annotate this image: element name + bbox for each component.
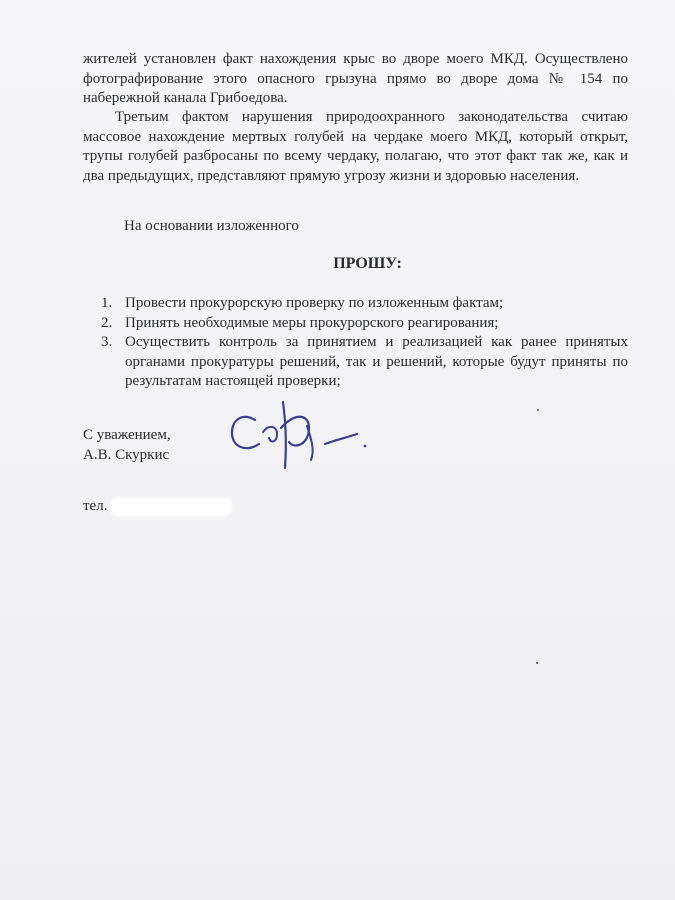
paragraph-rats: жителей установлен факт нахождения крыс во дворе моего МКД. Осуществлено фотографирование этого опасного грызуна прямо во дворе дома № 154 по набережной канала Грибоедова. bbox=[83, 51, 628, 106]
redacted-phone bbox=[112, 499, 230, 515]
phone-label: тел. bbox=[83, 498, 108, 514]
request-item bbox=[83, 333, 628, 392]
request-text: Провести прокурорскую проверку по изложенным фактам; bbox=[125, 295, 504, 311]
paper-speck bbox=[536, 662, 538, 664]
request-number: 1. bbox=[101, 295, 113, 311]
request-text: Принять необходимые меры прокурорского реагирования; bbox=[125, 314, 499, 331]
basis-line: На основании изложенного bbox=[124, 218, 299, 234]
request-item bbox=[83, 294, 628, 314]
closing-salutation: С уважением, bbox=[83, 427, 171, 443]
paragraph-pigeons: Третьим фактом нарушения природоохранного законодательства считаю массовое нахождение мертвых голубей на чердаке моего МКД, который открыт, трупы голубей разбросаны по всему чердаку, полагаю, что этот факт так же, как и два предыдущих, представляют прямую угрозу жизни и здоровью населения. bbox=[83, 109, 628, 184]
author-name: А.В. Скуркис bbox=[83, 447, 170, 463]
handwritten-signature bbox=[225, 398, 375, 473]
request-heading: ПРОШУ: bbox=[333, 255, 402, 272]
paper-speck bbox=[537, 409, 539, 411]
closing-block bbox=[83, 425, 171, 465]
request-number: 2. bbox=[101, 314, 113, 331]
request-number: 3. bbox=[101, 334, 113, 350]
request-item bbox=[83, 314, 628, 334]
request-list bbox=[83, 294, 628, 392]
request-text: Осуществить контроль за принятием и реализацией как ранее принятых органами прокуратуры решений, так и решений, которые будут приняты по результатам настоящей проверки; bbox=[125, 334, 628, 389]
